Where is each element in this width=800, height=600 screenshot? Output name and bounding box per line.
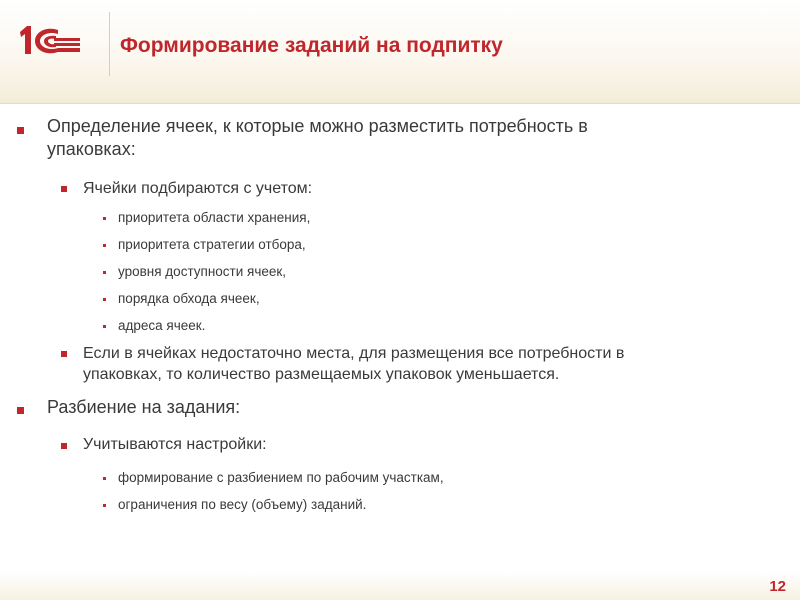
slide-title: Формирование заданий на подпитку [120, 34, 503, 57]
bullet-square-icon [17, 407, 24, 414]
bullet-text-l3: ограничения по весу (объему) заданий. [118, 497, 367, 512]
bullet-square-icon [103, 325, 106, 328]
bullet-text-l1: Разбиение на задания: [47, 397, 241, 417]
bullet-square-icon [61, 443, 67, 449]
page-number: 12 [769, 578, 786, 595]
bullet-text-l2-cont: упаковках, то количество размещаемых упаковок уменьшается. [83, 366, 560, 383]
bullet-text-l3: приоритета стратегии отбора, [118, 237, 306, 252]
bullet-text-l3: формирование с разбиением по рабочим участкам, [118, 470, 444, 485]
bullet-text-l3: порядка обхода ячеек, [118, 291, 260, 306]
bullet-text-l2: Учитываются настройки: [83, 436, 267, 453]
bullet-text-l3: уровня доступности ячеек, [118, 264, 287, 279]
bullet-text-l3: адреса ячеек. [118, 318, 206, 333]
bullet-square-icon [103, 298, 106, 301]
bullet-square-icon [61, 351, 67, 357]
bullet-text-l2: Ячейки подбираются с учетом: [83, 180, 313, 197]
bullet-square-icon [103, 504, 106, 507]
bullet-square-icon [17, 127, 24, 134]
bullet-square-icon [103, 217, 106, 220]
bullet-square-icon [103, 244, 106, 247]
bullet-square-icon [103, 271, 106, 274]
bullet-text-l1: Определение ячеек, к которые можно разместить потребность в [47, 116, 588, 136]
bullet-text-l1-cont: упаковках: [47, 139, 136, 159]
bullet-text-l2: Если в ячейках недостаточно места, для размещения все потребности в [83, 345, 625, 362]
bullet-text-l3: приоритета области хранения, [118, 210, 311, 225]
slide-footer [0, 572, 800, 600]
bullet-square-icon [61, 186, 67, 192]
bullet-square-icon [103, 477, 106, 480]
